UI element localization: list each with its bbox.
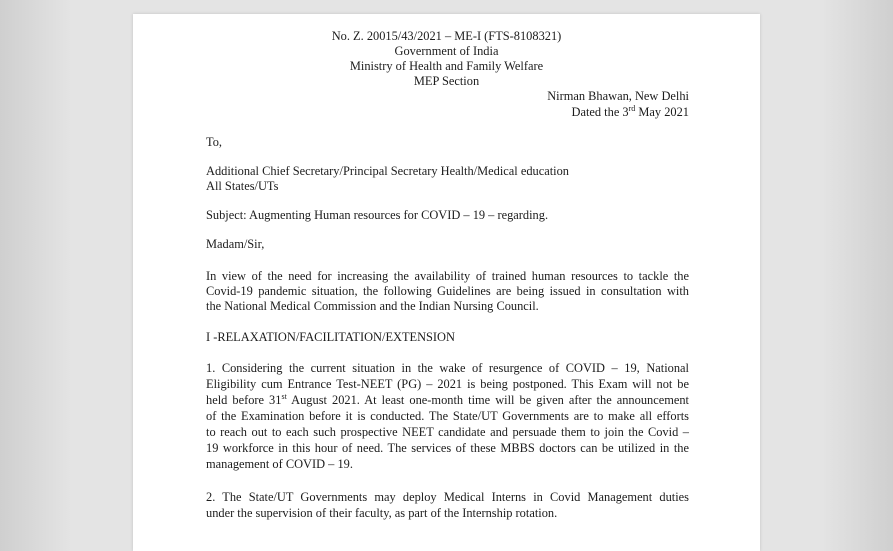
- to-label: To,: [206, 135, 222, 149]
- point2-line-2: under the supervision of their faculty, as part of the Internship rotation.: [206, 506, 558, 520]
- document-page: [133, 14, 760, 551]
- point1-line-2: Eligibility cum Entrance Test-NEET (PG) – 2021 is being postponed. This Exam will not be: [206, 377, 689, 391]
- date-suffix: May 2021: [635, 105, 689, 119]
- ministry-name: Ministry of Health and Family Welfare: [349, 59, 544, 73]
- point1-line-5: to reach out to each such prospective NEET candidate and persuade them to join the Covid –: [206, 425, 689, 439]
- date-prefix: Dated the 3: [571, 105, 629, 119]
- point1-line-3-sup: st: [281, 392, 287, 401]
- subject-line: Subject: Augmenting Human resources for COVID – 19 – regarding.: [206, 208, 549, 222]
- salutation: Madam/Sir,: [206, 237, 265, 251]
- government-name: Government of India: [394, 44, 499, 58]
- point1-line-7: management of COVID – 19.: [206, 457, 353, 471]
- point1-line-3-suffix: August 2021. At least one-month time will be given after the announcement: [286, 393, 689, 407]
- point2-line-1: 2. The State/UT Governments may deploy Medical Interns in Covid Management duties: [206, 490, 689, 504]
- intro-line-2: Covid-19 pandemic situation, the following Guidelines are being issued in consultation with: [206, 284, 689, 298]
- place: Nirman Bhawan, New Delhi: [547, 89, 689, 103]
- addressee-line-1: Additional Chief Secretary/Principal Secretary Health/Medical education: [206, 164, 569, 178]
- date-line: [572, 104, 690, 120]
- intro-line-3: the National Medical Commission and the Indian Nursing Council.: [206, 299, 539, 313]
- file-number: No. Z. 20015/43/2021 – ME-I (FTS-8108321): [331, 29, 562, 43]
- point1-line-3-prefix: held before 31: [206, 393, 282, 407]
- section-heading: I -RELAXATION/FACILITATION/EXTENSION: [206, 330, 455, 344]
- point1-line-3: [206, 392, 689, 408]
- intro-line-1: In view of the need for increasing the availability of trained human resources to tackle the: [206, 269, 689, 283]
- section-name: MEP Section: [413, 74, 480, 88]
- point1-line-4: of the Examination before it is conducted. The State/UT Governments are to make all efforts: [206, 409, 689, 423]
- point1-line-1: 1. Considering the current situation in the wake of resurgence of COVID – 19, National: [206, 361, 689, 375]
- date-sup: rd: [628, 104, 636, 113]
- addressee-line-2: All States/UTs: [206, 179, 279, 193]
- point1-line-6: 19 workforce in this hour of need. The services of these MBBS doctors can be utilized in the: [206, 441, 689, 455]
